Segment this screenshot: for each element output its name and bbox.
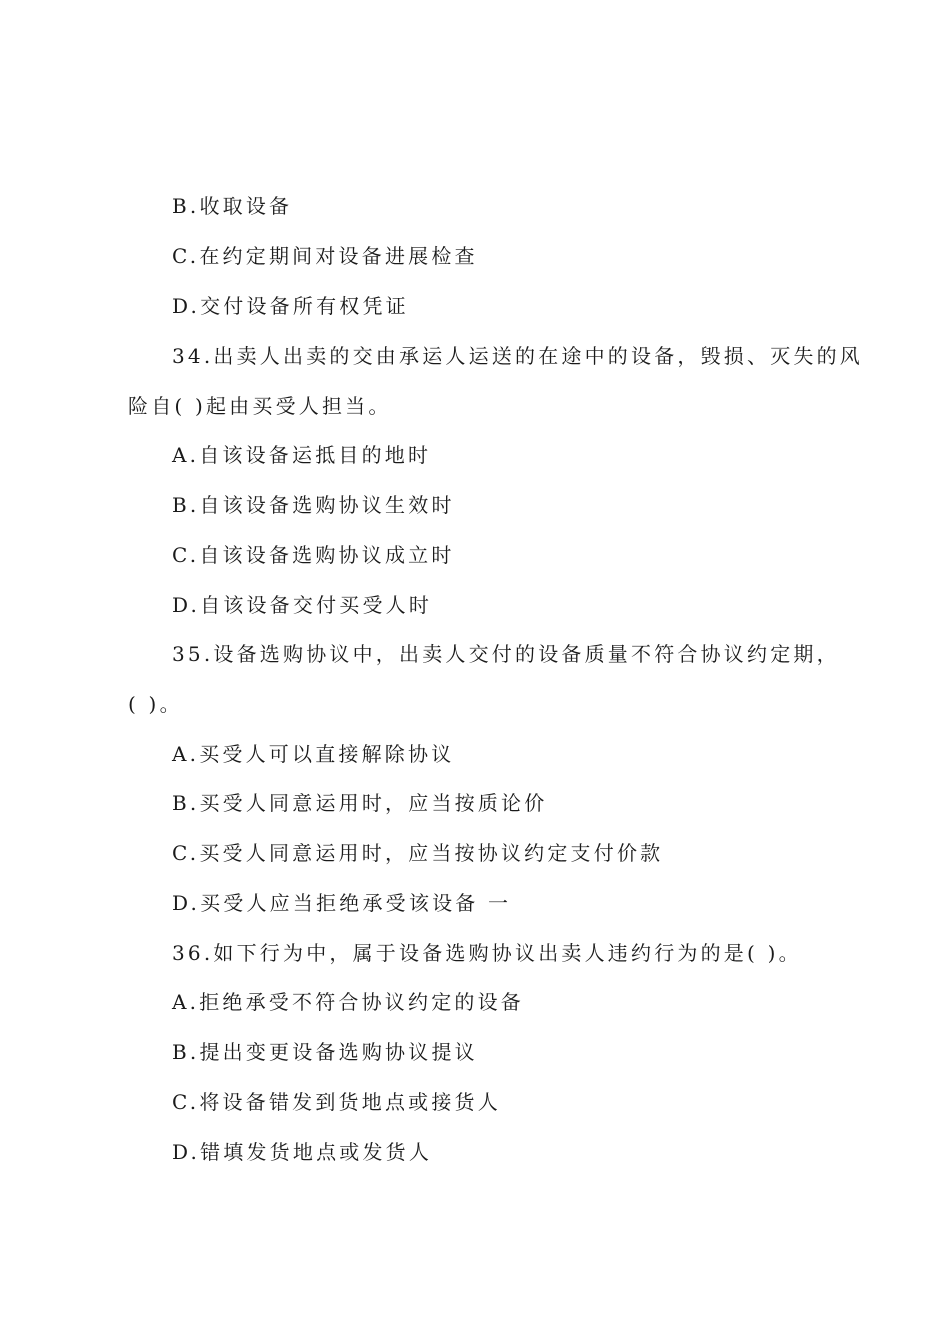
q36-option-c: C.将设备错发到货地点或接货人 (172, 1090, 501, 1114)
q34-option-a: A.自该设备运抵目的地时 (172, 443, 432, 467)
q34-option-d: D.自该设备交付买受人时 (172, 593, 433, 617)
q35-stem: 35.设备选购协议中，出卖人交付的设备质量不符合协议约定期， (172, 642, 840, 666)
q34-option-b: B.自该设备选购协议生效时 (172, 493, 455, 517)
q35-option-c: C.买受人同意运用时，应当按协议约定支付价款 (172, 841, 664, 865)
q35-option-d: D.买受人应当拒绝承受该设备 一 (172, 891, 512, 915)
q34-stem-continued: 险自( )起由买受人担当。 (128, 394, 392, 418)
q35-option-a: A.买受人可以直接解除协议 (172, 742, 455, 766)
q35-option-b: B.买受人同意运用时，应当按质论价 (172, 791, 548, 815)
q36-option-b: B.提出变更设备选购协议提议 (172, 1040, 478, 1064)
q33-option-c: C.在约定期间对设备进展检查 (172, 244, 478, 268)
q36-stem: 36.如下行为中，属于设备选购协议出卖人违约行为的是( )。 (172, 941, 802, 965)
q33-option-b: B.收取设备 (172, 194, 293, 218)
q36-option-a: A.拒绝承受不符合协议约定的设备 (172, 990, 525, 1014)
q33-option-d: D.交付设备所有权凭证 (172, 294, 409, 318)
q35-stem-continued: ( )。 (128, 692, 183, 716)
q34-option-c: C.自该设备选购协议成立时 (172, 543, 455, 567)
q36-option-d: D.错填发货地点或发货人 (172, 1140, 433, 1164)
q34-stem: 34.出卖人出卖的交由承运人运送的在途中的设备，毁损、灭失的风 (172, 344, 864, 368)
